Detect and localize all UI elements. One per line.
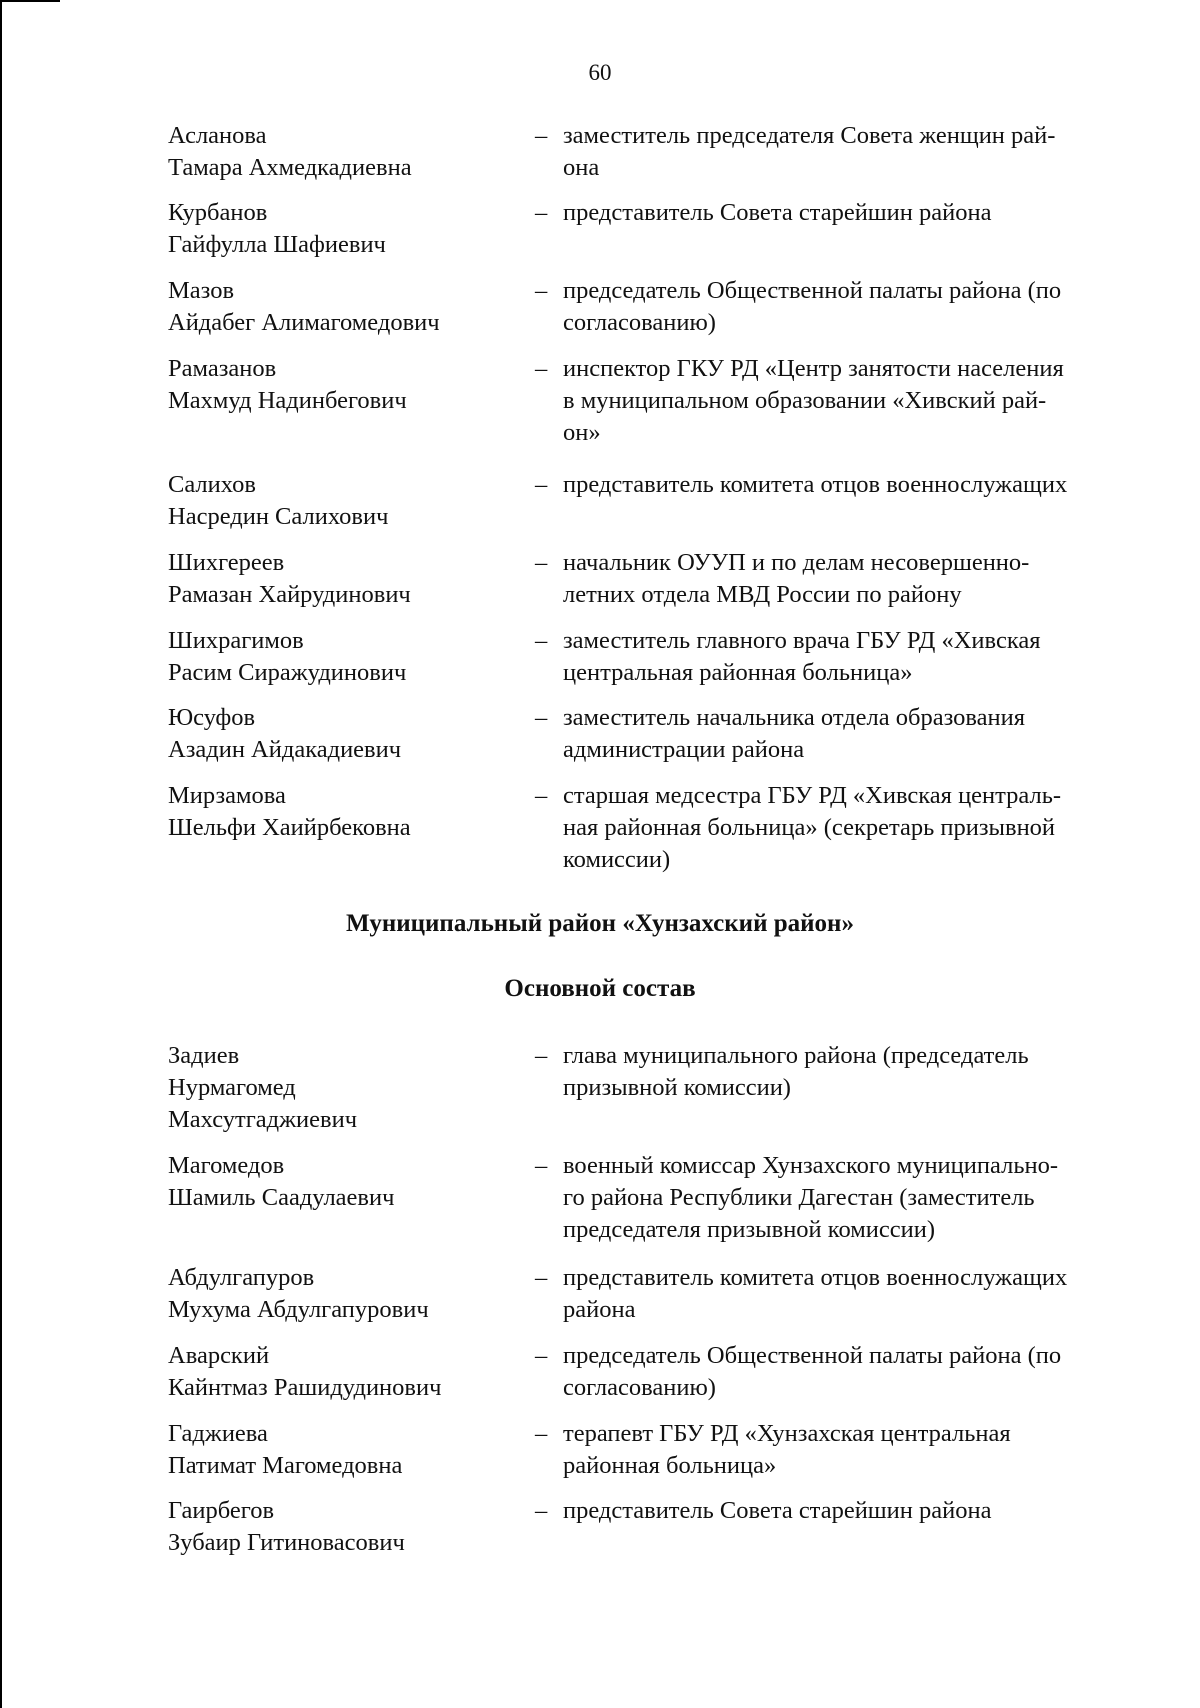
dash: – bbox=[535, 1420, 548, 1447]
member-role: представитель комитета отцов военнослужащих bbox=[563, 471, 1068, 498]
member-role: начальник ОУУП и по делам несовершенно- летних отдела МВД России по району bbox=[563, 549, 1030, 608]
scan-edge-left bbox=[0, 0, 2, 1708]
member-surname: Курбанов bbox=[168, 199, 268, 226]
member-name bbox=[168, 469, 508, 533]
member-surname: Шихрагимов bbox=[168, 627, 304, 654]
member-surname: Шихгереев bbox=[168, 549, 285, 576]
district-heading: Муниципальный район «Хунзахский район» bbox=[346, 910, 854, 937]
member-surname: Аварский bbox=[168, 1342, 270, 1369]
member-given-names: Махмуд Надинбегович bbox=[168, 387, 407, 414]
member-surname: Гаджиева bbox=[168, 1420, 268, 1447]
member-given-names: Тамара Ахмедкадиевна bbox=[168, 154, 412, 181]
member-given-names: Шамиль Саадулаевич bbox=[168, 1184, 395, 1211]
member-surname: Мазов bbox=[168, 277, 235, 304]
member-name bbox=[168, 1150, 508, 1214]
member-name bbox=[168, 197, 508, 261]
member-surname: Салихов bbox=[168, 471, 256, 498]
member-given-names: Азадин Айдакадиевич bbox=[168, 736, 402, 763]
dash: – bbox=[535, 1264, 548, 1291]
member-role: представитель Совета старейшин района bbox=[563, 199, 992, 226]
member-surname: Мирзамова bbox=[168, 782, 286, 809]
member-role: представитель комитета отцов военнослужащих района bbox=[563, 1264, 1068, 1323]
composition-heading: Основной состав bbox=[504, 975, 696, 1002]
dash: – bbox=[535, 1152, 548, 1179]
dash: – bbox=[535, 199, 548, 226]
member-surname: Абдулгапуров bbox=[168, 1264, 315, 1291]
member-role: представитель Совета старейшин района bbox=[563, 1497, 992, 1524]
member-name bbox=[168, 1495, 508, 1559]
member-surname: Асланова bbox=[168, 122, 267, 149]
member-role: военный комиссар Хунзахского муниципально- го района Республики Дагестан (заместитель председателя призывной комиссии) bbox=[563, 1152, 1059, 1243]
dash: – bbox=[535, 355, 548, 382]
member-name bbox=[168, 1340, 508, 1404]
member-role: председатель Общественной палаты района (по согласованию) bbox=[563, 1342, 1062, 1401]
page-number: 60 bbox=[588, 60, 612, 85]
dash: – bbox=[535, 277, 548, 304]
member-given-names: Мухума Абдулгапурович bbox=[168, 1296, 429, 1323]
member-given-names: Гайфулла Шафиевич bbox=[168, 231, 386, 258]
member-name bbox=[168, 547, 508, 611]
member-given-names: Расим Сиражудинович bbox=[168, 659, 407, 686]
member-role: старшая медсестра ГБУ РД «Хивская централь- ная районная больница» (секретарь призывной комиссии) bbox=[563, 782, 1062, 873]
member-name bbox=[168, 353, 508, 417]
member-given-names: Айдабег Алимагомедович bbox=[168, 309, 440, 336]
member-given-names: Патимат Магомедовна bbox=[168, 1452, 403, 1479]
member-given-names: Насредин Салихович bbox=[168, 503, 389, 530]
dash: – bbox=[535, 1042, 548, 1069]
member-surname: Юсуфов bbox=[168, 704, 256, 731]
dash: – bbox=[535, 549, 548, 576]
member-name bbox=[168, 702, 508, 766]
member-given-names: Шельфи Хаийрбековна bbox=[168, 814, 411, 841]
member-surname: Гаирбегов bbox=[168, 1497, 275, 1524]
dash: – bbox=[535, 471, 548, 498]
member-name bbox=[168, 780, 508, 844]
member-role: глава муниципального района (председатель призывной комиссии) bbox=[563, 1042, 1029, 1101]
member-name bbox=[168, 1418, 508, 1482]
member-given-names: Кайнтмаз Рашидудинович bbox=[168, 1374, 442, 1401]
member-name bbox=[168, 120, 508, 184]
member-given-names: Зубаир Гитиновасович bbox=[168, 1529, 405, 1556]
dash: – bbox=[535, 1497, 548, 1524]
member-role: заместитель председателя Совета женщин рай- она bbox=[563, 122, 1056, 181]
member-name bbox=[168, 275, 508, 339]
member-name bbox=[168, 1262, 508, 1326]
dash: – bbox=[535, 782, 548, 809]
member-role: заместитель начальника отдела образования администрации района bbox=[563, 704, 1026, 763]
member-surname: Рамазанов bbox=[168, 355, 277, 382]
member-role: инспектор ГКУ РД «Центр занятости населения в муниципальном образовании «Хивский рай- он» bbox=[563, 355, 1064, 446]
member-name bbox=[168, 1040, 508, 1136]
member-given-names: Нурмагомед Махсутгаджиевич bbox=[168, 1074, 358, 1133]
member-surname: Задиев bbox=[168, 1042, 240, 1069]
member-role: заместитель главного врача ГБУ РД «Хивская центральная районная больница» bbox=[563, 627, 1041, 686]
member-role: председатель Общественной палаты района (по согласованию) bbox=[563, 277, 1062, 336]
member-given-names: Рамазан Хайрудинович bbox=[168, 581, 411, 608]
member-name bbox=[168, 625, 508, 689]
dash: – bbox=[535, 704, 548, 731]
member-role: терапевт ГБУ РД «Хунзахская центральная районная больница» bbox=[563, 1420, 1011, 1479]
member-surname: Магомедов bbox=[168, 1152, 285, 1179]
dash: – bbox=[535, 627, 548, 654]
scan-edge-top bbox=[0, 0, 60, 2]
dash: – bbox=[535, 1342, 548, 1369]
dash: – bbox=[535, 122, 548, 149]
